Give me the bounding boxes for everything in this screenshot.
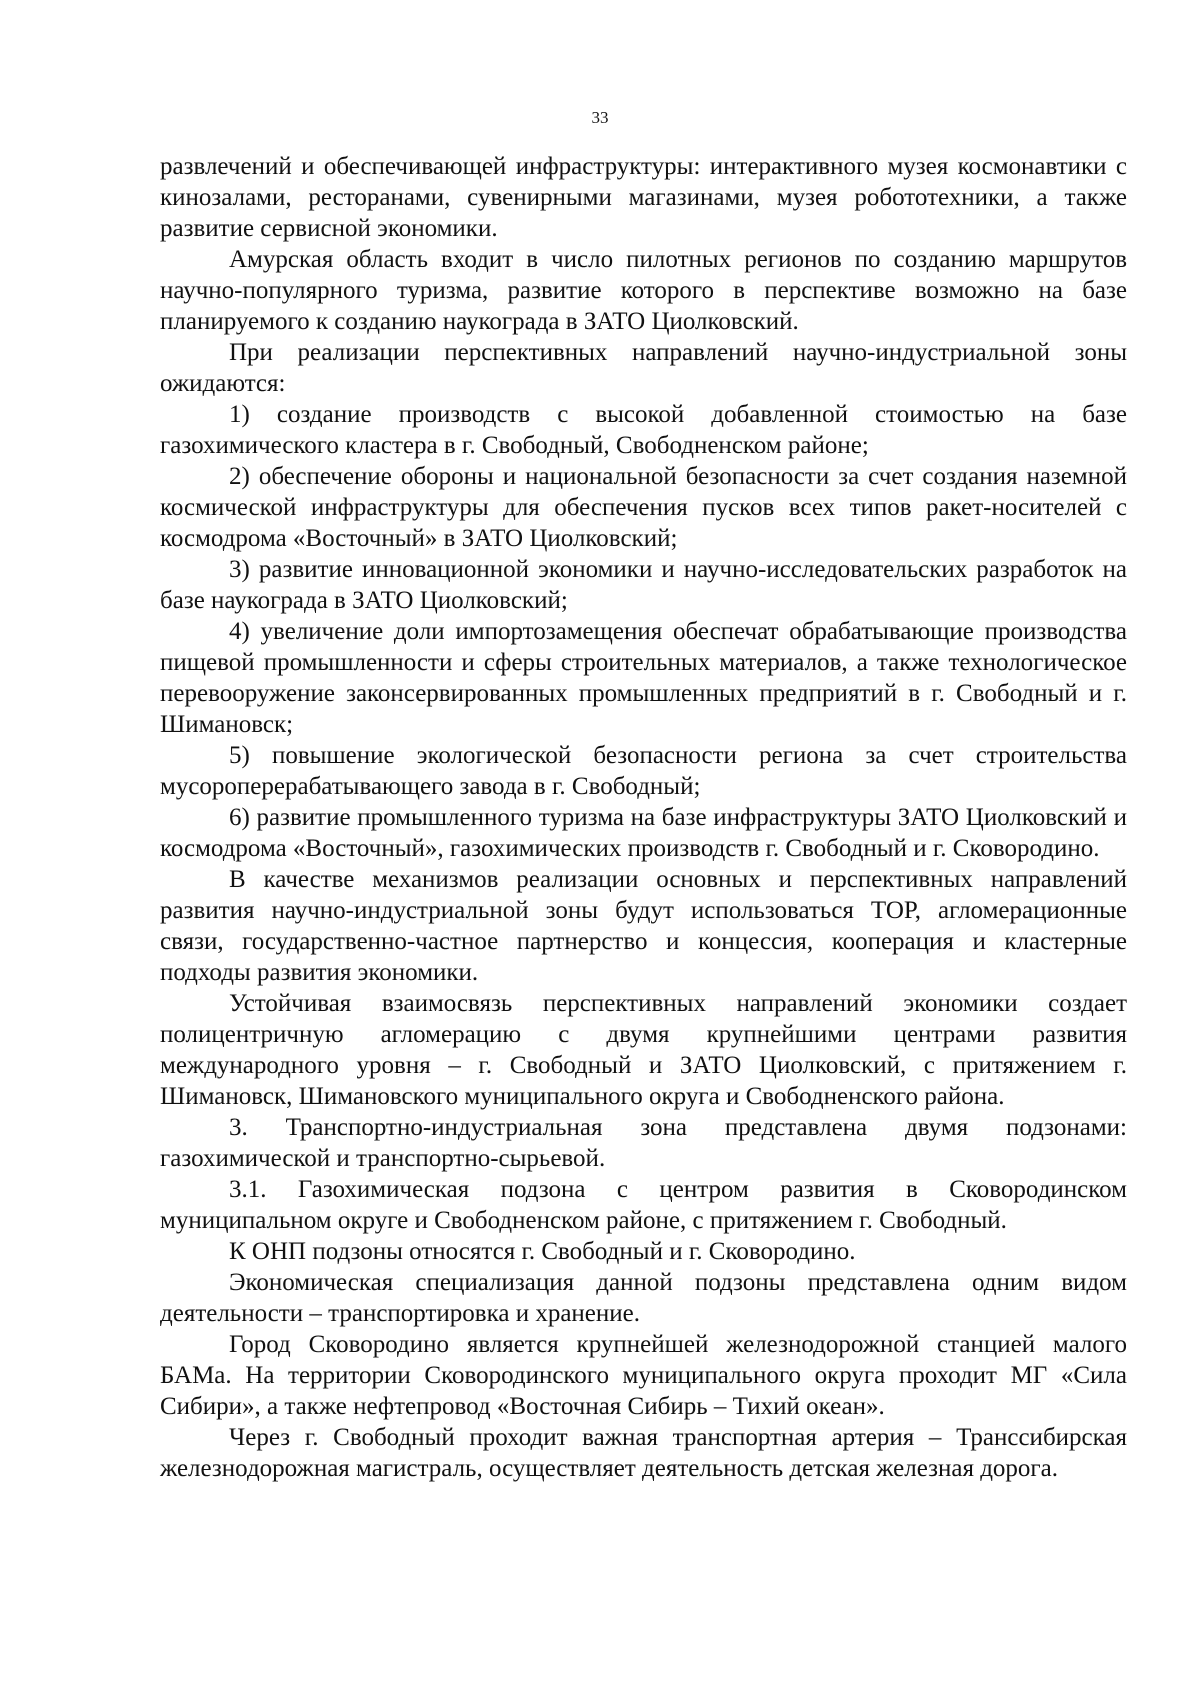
paragraph: К ОНП подзоны относятся г. Свободный и г. Сковородино.: [229, 1238, 856, 1265]
page-number: 33: [591, 108, 609, 127]
list-item: 4) увеличение доли импортозамещения обеспечат обрабатывающие производства пищевой промышленности и сферы строительных материалов, а также технологическое перевооружение законсервированных промышленных предприятий в г. Свободный и г. Шимановск;: [160, 618, 1127, 738]
list-item: 6) развитие промышленного туризма на базе инфраструктуры ЗАТО Циолковский и космодрома «Восточный», газохимических производств г. Свободный и г. Сковородино.: [160, 804, 1127, 862]
paragraph: Экономическая специализация данной подзоны представлена одним видом деятельности – транспортировка и хранение.: [160, 1269, 1127, 1327]
paragraph: 3. Транспортно-индустриальная зона представлена двумя подзонами: газохимической и транспортно-сырьевой.: [160, 1114, 1127, 1172]
paragraph: Амурская область входит в число пилотных регионов по созданию маршрутов научно-популярного туризма, развитие которого в перспективе возможно на базе планируемого к созданию наукограда в ЗАТО Циолковский.: [160, 246, 1127, 335]
paragraph: Устойчивая взаимосвязь перспективных направлений экономики создает полицентричную агломерацию с двумя крупнейшими центрами развития международного уровня – г. Свободный и ЗАТО Циолковский, с притяжением г. Шимановск, Шимановского муниципального округа и Свободненского района.: [160, 990, 1127, 1110]
list-item: 2) обеспечение обороны и национальной безопасности за счет создания наземной космической инфраструктуры для обеспечения пусков всех типов ракет-носителей с космодрома «Восточный» в ЗАТО Циолковский;: [160, 463, 1127, 552]
paragraph: Город Сковородино является крупнейшей железнодорожной станцией малого БАМа. На территории Сковородинского муниципального округа проходит МГ «Сила Сибири», а также нефтепровод «Восточная Сибирь – Тихий океан».: [160, 1331, 1127, 1420]
paragraph: В качестве механизмов реализации основных и перспективных направлений развития научно-индустриальной зоны будут использоваться ТОР, агломерационные связи, государственно-частное партнерство и концессия, кооперация и кластерные подходы развития экономики.: [160, 866, 1127, 986]
list-item: 3) развитие инновационной экономики и научно-исследовательских разработок на базе наукограда в ЗАТО Циолковский;: [160, 556, 1127, 614]
paragraph: Через г. Свободный проходит важная транспортная артерия – Транссибирская железнодорожная магистраль, осуществляет деятельность детская железная дорога.: [160, 1424, 1127, 1482]
paragraph: 3.1. Газохимическая подзона с центром развития в Сковородинском муниципальном округе и Свободненском районе, с притяжением г. Свободный.: [160, 1176, 1127, 1234]
list-item: 1) создание производств с высокой добавленной стоимостью на базе газохимического кластера в г. Свободный, Свободненском районе;: [160, 401, 1127, 459]
paragraph: развлечений и обеспечивающей инфраструктуры: интерактивного музея космонавтики с кинозалами, ресторанами, сувенирными магазинами, музея робототехники, а также развитие сервисной экономики.: [160, 153, 1127, 242]
document-body: [160, 151, 1127, 1484]
list-item: 5) повышение экологической безопасности региона за счет строительства мусороперерабатывающего завода в г. Свободный;: [160, 742, 1127, 800]
paragraph: При реализации перспективных направлений научно-индустриальной зоны ожидаются:: [160, 339, 1127, 397]
